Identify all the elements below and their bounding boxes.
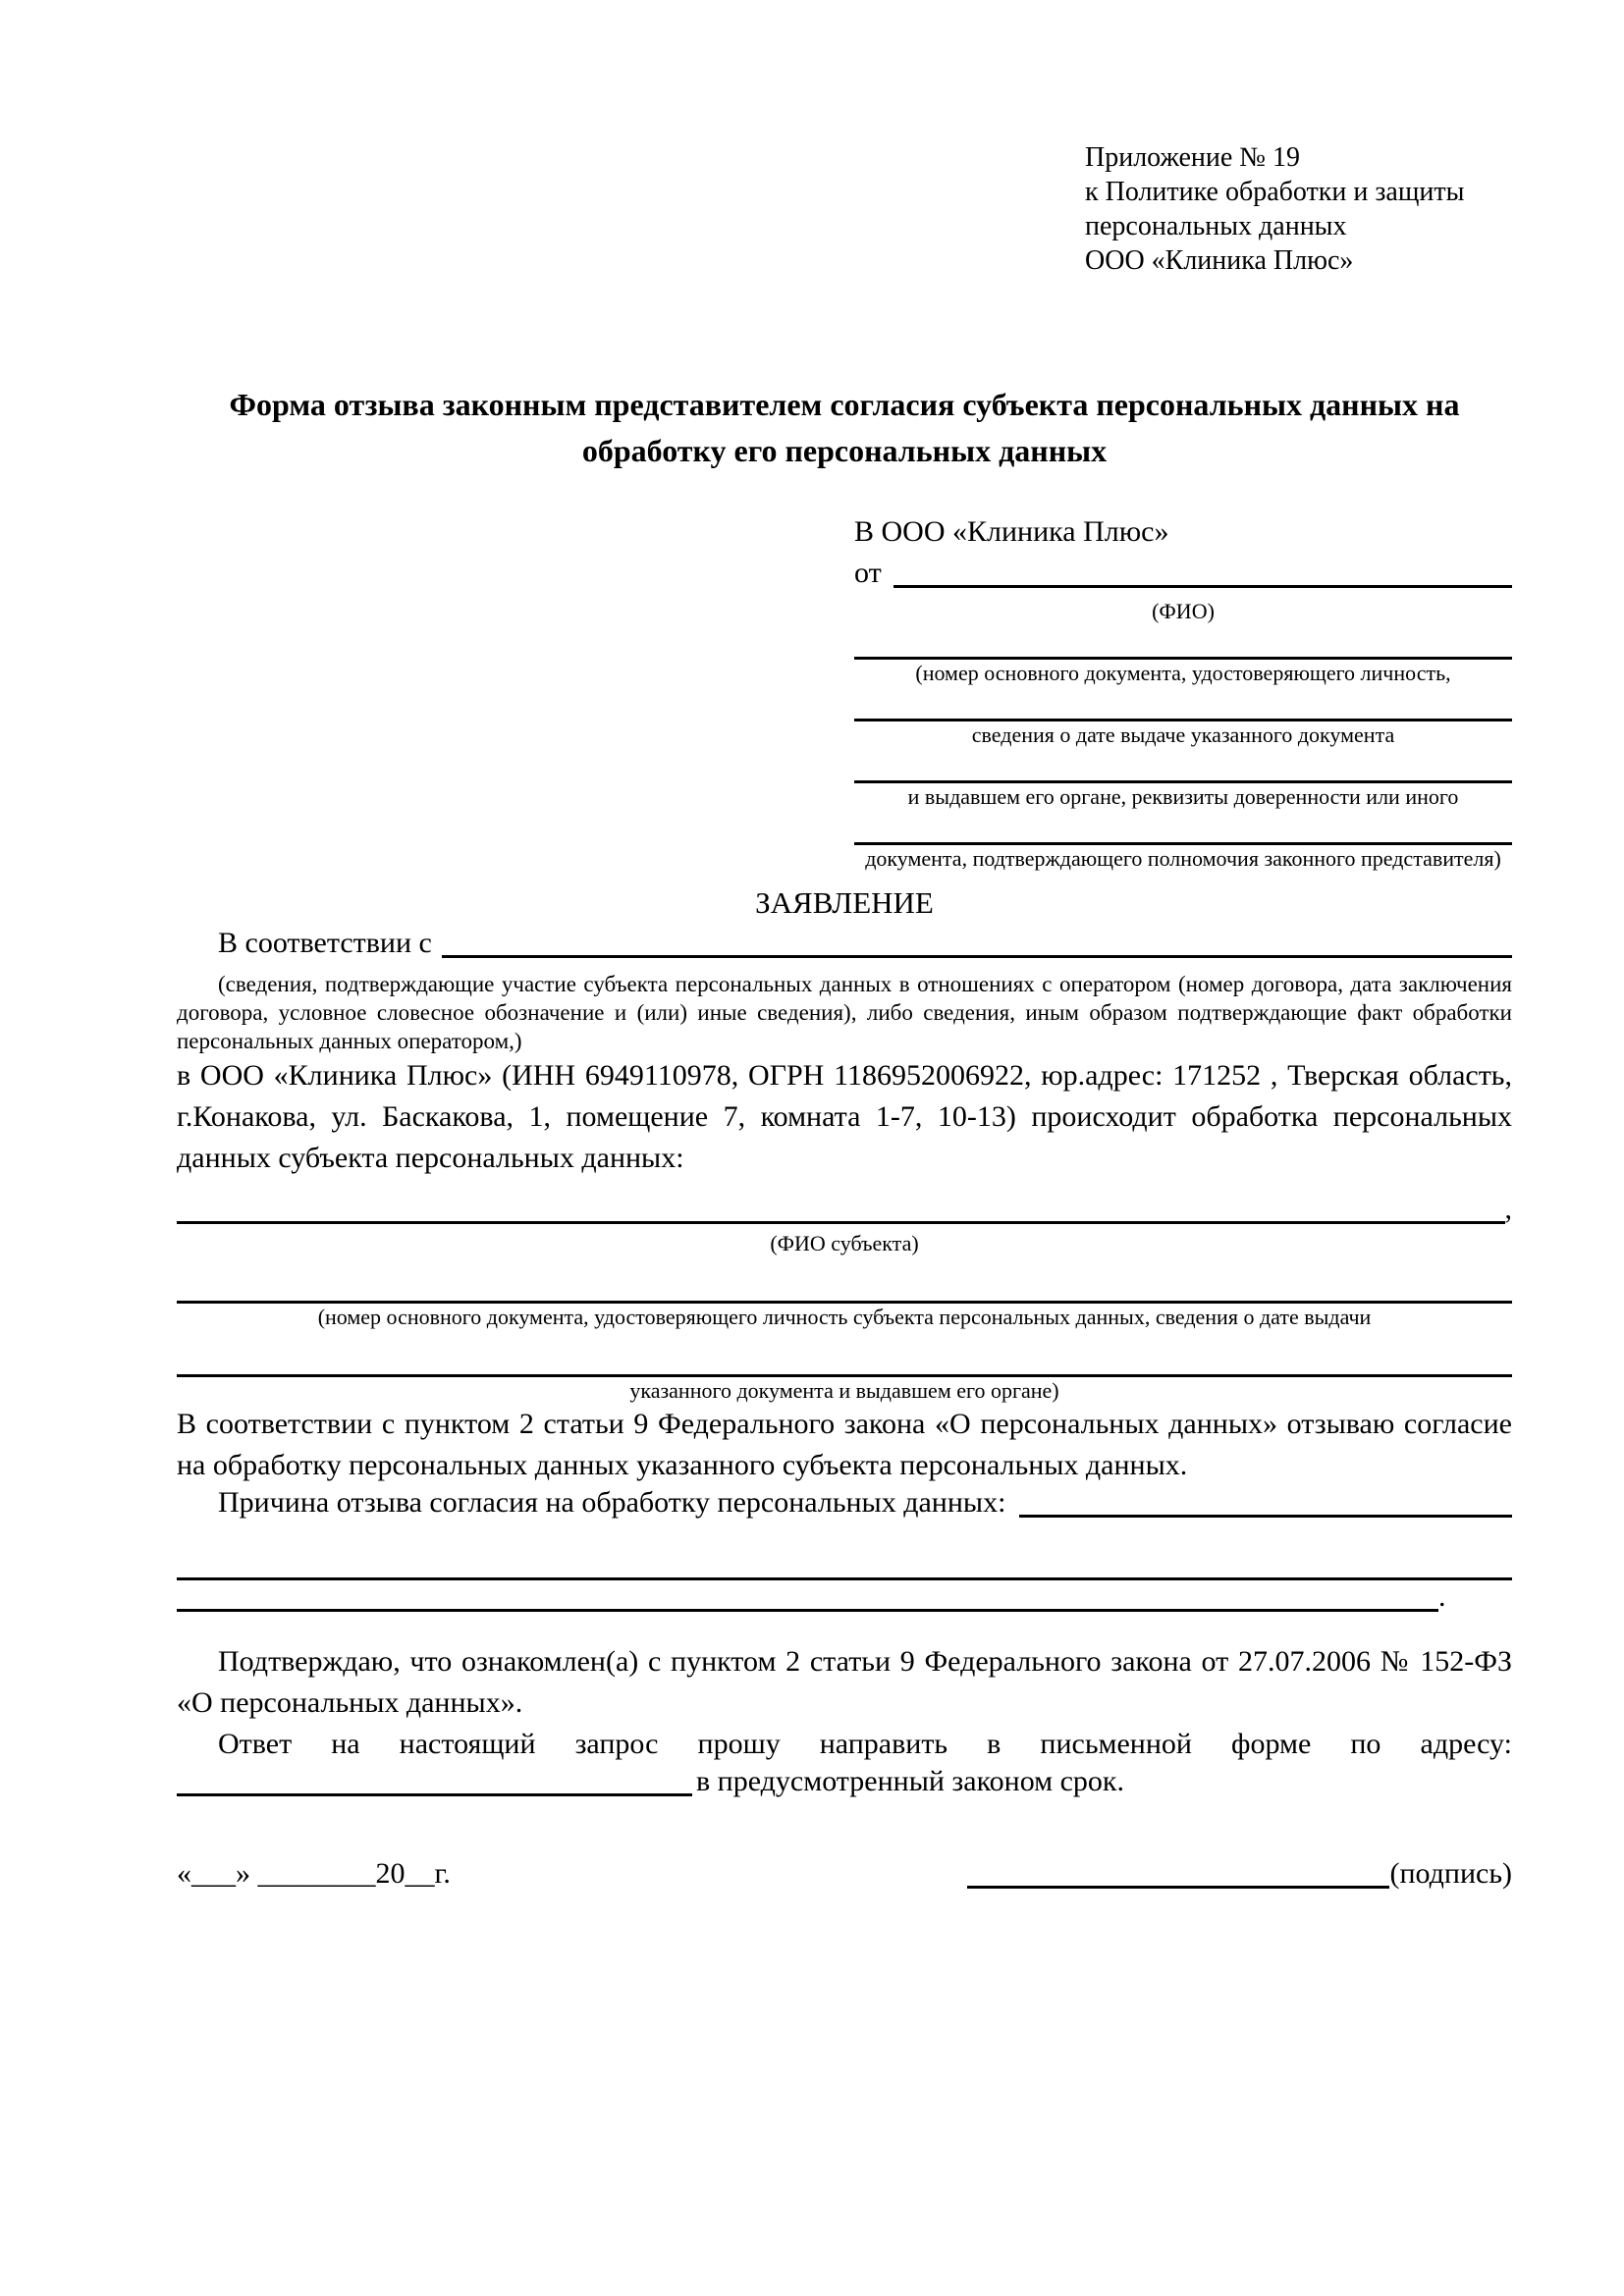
appendix-line-3: персональных данных [1085, 211, 1347, 241]
document-number-blank-line [854, 624, 1512, 660]
subject-fio-caption: (ФИО субъекта) [770, 1231, 919, 1255]
subject-fio-row [177, 1193, 1512, 1230]
date-line: «___» ________20__г. [177, 1857, 451, 1890]
statement-heading: ЗАЯВЛЕНИЕ [755, 885, 934, 920]
appendix-block [1085, 140, 1512, 278]
basis-fine-print: (сведения, подтверждающие участие субъекта персональных данных в отношениях с оператором (номер договора, дата заключения договора, условное словесное обозначение и (или) иные сведения), либо сведения, иным образом подтверждающие факт обработки персональных данных оператором,) [177, 972, 1512, 1053]
response-suffix: в предусмотренный законом срок. [696, 1765, 1124, 1797]
appendix-line-1: Приложение № 19 [1085, 142, 1300, 173]
signature-caption: (подпись) [1389, 1857, 1512, 1890]
signature-group [967, 1857, 1512, 1891]
confirmation-paragraph: Подтверждаю, что ознакомлен(а) с пунктом 2 статьи 9 Федерального закона от 27.07.2006 № 152-ФЗ «О персональных данных». [177, 1645, 1512, 1719]
document-title: Форма отзыва законным представителем согласия субъекта персональных данных на обработку его персональных данных [229, 387, 1460, 468]
issuing-authority-caption: и выдавшем его органе, реквизиты доверенности или иного [907, 784, 1459, 809]
reason-blank-inline [1019, 1515, 1512, 1518]
addressee-block [854, 511, 1512, 872]
response-line: Ответ на настоящий запрос прошу направить в письменной форме по адресу: [218, 1728, 1512, 1760]
reason-blank-line-2-row [177, 1580, 1512, 1635]
footer-row [177, 1857, 1512, 1898]
basis-row [177, 927, 1512, 970]
field-group-document-number [854, 624, 1512, 686]
representative-authority-caption: документа, подтверждающего полномочия законного представителя) [865, 846, 1501, 871]
subject-fio-suffix: , [1504, 1193, 1512, 1225]
reason-blank-line-1 [177, 1529, 1512, 1580]
field-group-issuing-authority [854, 748, 1512, 810]
subject-document-blank-line-2 [177, 1342, 1512, 1377]
response-address-row [177, 1765, 1512, 1806]
issue-date-caption: сведения о дате выдаче указанного документа [971, 722, 1395, 747]
subject-document-blank-line-1 [177, 1268, 1512, 1304]
issue-date-blank-line [854, 686, 1512, 721]
addressee-organization: В ООО «Клиника Плюс» [854, 515, 1169, 548]
basis-blank-line [442, 955, 1512, 958]
response-address-blank-line [177, 1793, 692, 1796]
representative-name-blank [893, 585, 1512, 588]
reason-blank-line-2 [177, 1609, 1438, 1612]
basis-prefix: В соответствии с [218, 927, 432, 959]
from-row [854, 557, 1512, 598]
appendix-line-4: ООО «Клиника Плюс» [1085, 245, 1354, 276]
field-group-representative-authority [854, 810, 1512, 872]
issuing-authority-blank-line [854, 748, 1512, 783]
withdrawal-paragraph: В соответствии с пунктом 2 статьи 9 Федерального закона «О персональных данных» отзываю согласие на обработку персональных данных указанного субъекта персональных данных. [177, 1408, 1512, 1481]
operator-paragraph: в ООО «Клиника Плюс» (ИНН 6949110978, ОГРН 1186952006922, юр.адрес: 171252 , Тверская область, г.Конакова, ул. Баскакова, 1, помещение 7, комната 1-7, 10-13) происходит обработка персональных данных субъекта персональных данных: [177, 1059, 1512, 1174]
reason-label: Причина отзыва согласия на обработку персональных данных: [218, 1486, 1006, 1519]
subject-document-caption-2: указанного документа и выдавшем его органе) [629, 1378, 1059, 1403]
representative-authority-blank-line [854, 810, 1512, 845]
document-number-caption: (номер основного документа, удостоверяющего личность, [915, 661, 1451, 685]
from-label: от [854, 557, 882, 589]
subject-fio-blank-line [177, 1221, 1505, 1224]
field-group-issue-date [854, 686, 1512, 748]
reason-row [177, 1486, 1512, 1529]
reason-blank-period: . [1438, 1580, 1446, 1613]
appendix-line-2: к Политике обработки и защиты [1085, 177, 1465, 207]
signature-blank-line [967, 1886, 1389, 1889]
fio-caption: (ФИО) [1152, 599, 1215, 623]
subject-document-caption-1: (номер основного документа, удостоверяющего личность субъекта персональных данных, сведения о дате выдачи [317, 1305, 1372, 1329]
